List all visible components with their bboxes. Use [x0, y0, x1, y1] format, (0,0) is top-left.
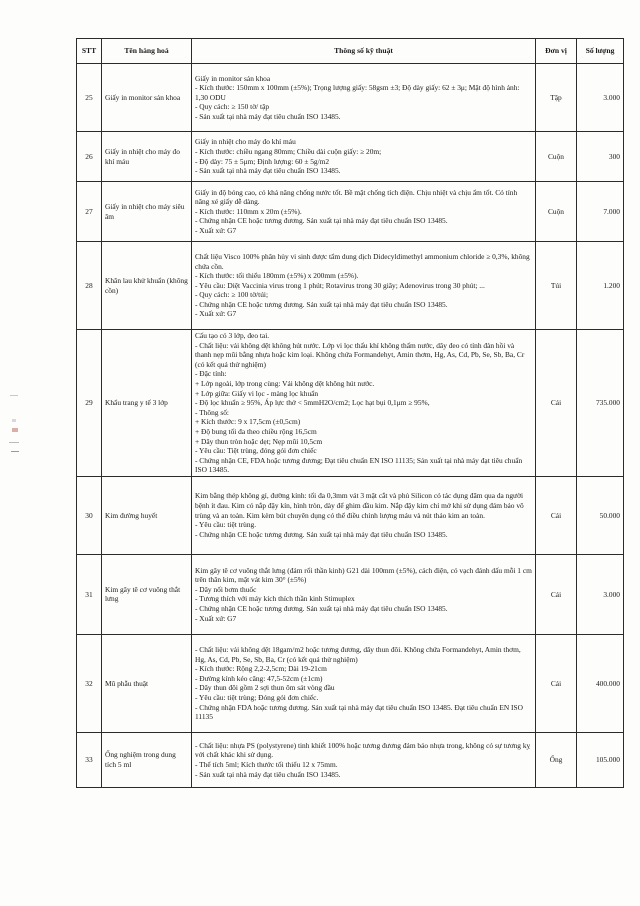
header-stt: STT	[77, 39, 102, 64]
table-header-row	[77, 39, 624, 64]
spec-line: - Thể tích 5ml; Kích thước tối thiểu 12 x 75mm.	[195, 759, 338, 769]
specification-text	[192, 330, 536, 477]
specification-text	[192, 476, 536, 554]
spec-line: - Kích thước: tối thiểu 180mm (±5%) x 200mm (±5%).	[195, 271, 359, 281]
quantity: 300	[577, 132, 624, 182]
row-number: 33	[77, 732, 102, 787]
row-number: 26	[77, 132, 102, 182]
spec-line: - Kích thước: chiều ngang 80mm; Chiều dài cuộn giấy: ≥ 20m;	[195, 146, 382, 156]
spec-line: - Yêu cầu: Diệt Vaccinia virus trong 1 phút; Rotavirus trong 30 giây; Adenovirus trong 30 phút; ...	[195, 280, 485, 290]
unit-of-measure: Tập	[536, 64, 577, 132]
spec-line: - Chứng nhận CE hoặc tương đương. Sản xuất tại nhà máy đạt tiêu chuẩn ISO 13485.	[195, 216, 448, 226]
spec-line: - Xuất xứ: G7	[195, 309, 237, 319]
quantity: 735.000	[577, 330, 624, 477]
quantity: 3.000	[577, 554, 624, 634]
spec-line: + Lớp ngoài, lớp trong cùng: Vải không dệt không hút nước.	[195, 378, 375, 388]
spec-line: - Chất liệu: vải không dệt 18gam/m2 hoặc tương đương, dây thun đôi. Không chứa Formandehyt, Amin thơm, Hg, As, Cd, Pb, Se, Sb, Ba, Cr (có kết quả thử nghiệm)	[195, 645, 521, 664]
spec-line: Giấy in độ bóng cao, có khả năng chống nước tốt. Bề mặt chống tích điện. Chịu nhiệt và chịu ẩm tốt. Có tính năng xé giấy dễ dàng.	[195, 187, 518, 207]
spec-line: - Sản xuất tại nhà máy đạt tiêu chuẩn ISO 13485.	[195, 166, 341, 176]
spec-line: - Thông số:	[195, 407, 229, 417]
table-row	[77, 634, 624, 732]
spec-line: - Độ lọc khuẩn ≥ 95%, Áp lực thở < 5mmH2O/cm2; Lọc hạt bụi 0,1μm ≥ 95%,	[195, 398, 430, 408]
spec-line: Giấy in monitor sản khoa	[195, 73, 271, 83]
spec-line: Kim bằng thép không gỉ, đường kính: tối đa 0,3mm vát 3 mặt cắt và phủ Silicon có tác dụng đâm qua da người bệnh ít đau. Kim có nắp đậy kín, hình tròn, dày để ghim đầu kim. Nắp đậy kim chỉ mở khi sử dụng đảm bảo vô trùng và an toàn. Kim kèm bút chuyên dụng có thể điều chỉnh lượng máu và nút tháo kim an toàn.	[195, 491, 524, 520]
unit-of-measure: Cái	[536, 554, 577, 634]
quantity: 50.000	[577, 476, 624, 554]
spec-line: - Quy cách: ≥ 150 tờ/ tập	[195, 102, 270, 112]
spec-line: - Đặc tính:	[195, 369, 227, 379]
quantity: 1.200	[577, 242, 624, 330]
row-number: 31	[77, 554, 102, 634]
item-name: Kim đường huyết	[102, 476, 192, 554]
spec-line: - Chứng nhận FDA hoặc tương đương. Sản xuất tại nhà máy đạt tiêu chuẩn ISO 13485. Đạt tiêu chuẩn EN ISO 11135	[195, 702, 523, 722]
table-row	[77, 732, 624, 787]
spec-line: - Yêu cầu: Tiệt trùng, đóng gói đơn chiếc	[195, 446, 317, 456]
spec-line: - Chứng nhận CE hoặc tương đương. Sản xuất tại nhà máy đạt tiêu chuẩn ISO 13485.	[195, 604, 448, 613]
row-number: 29	[77, 330, 102, 477]
spec-line: Giấy in nhiệt cho máy đo khí máu	[195, 137, 296, 147]
table-row	[77, 64, 624, 132]
spec-line: + Dây thun tròn hoặc dẹt; Nẹp mũi 10,5cm	[195, 436, 323, 446]
quantity: 3.000	[577, 64, 624, 132]
row-number: 30	[77, 476, 102, 554]
table-row	[77, 132, 624, 182]
spec-line: - Chứng nhận CE hoặc tương đương. Sản xuất tại nhà máy đạt tiêu chuẩn ISO 13485.	[195, 299, 448, 309]
specification-text	[192, 132, 536, 182]
spec-line: - Dây nối bơm thuốc	[195, 584, 257, 594]
spec-line: - Yêu cầu: tiệt trùng; Đóng gói đơn chiếc.	[195, 693, 319, 702]
item-name: Khẩu trang y tế 3 lớp	[102, 330, 192, 477]
item-name: Khăn lau khử khuẩn (không cồn)	[102, 242, 192, 330]
spec-line: + Độ bung tối đa theo chiều rộng 16,5cm	[195, 426, 317, 436]
spec-line: - Yêu cầu: tiệt trùng.	[195, 520, 257, 530]
unit-of-measure: Túi	[536, 242, 577, 330]
spec-line: Cấu tạo có 3 lớp, đeo tai.	[195, 331, 270, 340]
specification-text	[192, 64, 536, 132]
header-quantity: Số lượng	[577, 39, 624, 64]
spec-line: + Lớp giữa: Giấy vi lọc - màng lọc khuẩn	[195, 388, 319, 398]
spec-line: Chất liệu Visco 100% phân hủy vi sinh được tẩm dung dịch Didecyldimethyl ammonium chloride ≥ 0,3%, không chứa cồn.	[195, 251, 530, 271]
header-unit: Đơn vị	[536, 39, 577, 64]
item-name: Kim gây tê cơ vuông thắt lưng	[102, 554, 192, 634]
quantity: 400.000	[577, 634, 624, 732]
table-row	[77, 554, 624, 634]
spec-line: - Độ dày: 75 ± 5μm; Định lượng: 60 ± 5g/m2	[195, 156, 330, 166]
row-number: 25	[77, 64, 102, 132]
spec-line: - Kích thước: 150mm x 100mm (±5%); Trọng lượng giấy: 58gsm ±3; Độ dày giấy: 62 ± 3μ; Mật độ hình ảnh: 1,30 ODU	[195, 83, 520, 102]
specification-text	[192, 242, 536, 330]
spec-line: - Tương thích với máy kích thích thần kinh Stimuplex	[195, 594, 355, 604]
row-number: 32	[77, 634, 102, 732]
specification-table	[76, 38, 624, 788]
spec-line: + Kích thước: 9 x 17,5cm (±0,5cm)	[195, 417, 301, 427]
table-body	[77, 64, 624, 788]
unit-of-measure: Ống	[536, 732, 577, 787]
spec-line: - Chất liệu: nhựa PS (polystyrene) tinh khiết 100% hoặc tương đương đảm bảo nhựa trong, không có sự tương kỵ với chất khác khi sử dụng.	[195, 740, 531, 760]
header-specification: Thông số kỹ thuật	[192, 39, 536, 64]
table-row	[77, 242, 624, 330]
spec-line: - Kích thước: Rộng 2,2-2,5cm; Dài 19-21cm	[195, 664, 327, 674]
spec-line: - Chứng nhận CE hoặc tương đương. Sản xuất tại nhà máy đạt tiêu chuẩn ISO 13485.	[195, 529, 448, 539]
item-name: Ống nghiệm trong dung tích 5 ml	[102, 732, 192, 787]
spec-line: Kim gây tê cơ vuông thắt lưng (đám rối thần kinh) G21 dài 100mm (±5%), cách điện, có vạch đánh dấu mỗi 1 cm trên thân kim, mặt vát kim 30° (±5%)	[195, 565, 532, 585]
table-row	[77, 476, 624, 554]
table-row	[77, 182, 624, 242]
row-number: 28	[77, 242, 102, 330]
unit-of-measure: Cái	[536, 330, 577, 477]
spec-line: - Kích thước: 110mm x 20m (±5%).	[195, 206, 302, 216]
item-name: Mũ phẫu thuật	[102, 634, 192, 732]
quantity: 105.000	[577, 732, 624, 787]
spec-line: - Đường kính kéo căng: 47,5-52cm (±1cm)	[195, 673, 323, 683]
unit-of-measure: Cái	[536, 476, 577, 554]
header-item-name: Tên hàng hoá	[102, 39, 192, 64]
specification-text	[192, 182, 536, 242]
spec-line: - Xuất xứ: G7	[195, 613, 237, 623]
item-name: Giấy in nhiệt cho máy siêu âm	[102, 182, 192, 242]
unit-of-measure: Cuộn	[536, 132, 577, 182]
margin-scan-marks	[6, 395, 24, 485]
quantity: 7.000	[577, 182, 624, 242]
spec-line: - Xuất xứ: G7	[195, 225, 237, 235]
spec-line: - Dây thun đôi gồm 2 sợi thun ôm sát vòng đầu	[195, 683, 335, 693]
spec-line: - Chất liệu: vải không dệt không hút nước. Lớp vi lọc thấu khí không thấm nước, dây đeo có tính đàn hồi và thanh nẹp mũi bằng nhựa hoặc kim loại. Không chứa Formandehyt, Amin thơm, Hg, As, Cd, Pb, Se, Sb, Ba, Cr (có kết quả thử nghiệm)	[195, 340, 525, 369]
row-number: 27	[77, 182, 102, 242]
table-row	[77, 330, 624, 477]
unit-of-measure: Cái	[536, 634, 577, 732]
item-name: Giấy in monitor sản khoa	[102, 64, 192, 132]
specification-text	[192, 732, 536, 787]
specification-text	[192, 634, 536, 732]
spec-line: - Chứng nhận CE, FDA hoặc tương đương; Đạt tiêu chuẩn EN ISO 11135; Sản xuất tại nhà máy đạt tiêu chuẩn ISO 13485.	[195, 455, 523, 475]
spec-line: - Sản xuất tại nhà máy đạt tiêu chuẩn ISO 13485.	[195, 769, 341, 779]
item-name: Giấy in nhiệt cho máy đo khí máu	[102, 132, 192, 182]
unit-of-measure: Cuộn	[536, 182, 577, 242]
specification-text	[192, 554, 536, 634]
spec-line: - Quy cách: ≥ 100 tờ/túi;	[195, 290, 269, 300]
spec-line: - Sản xuất tại nhà máy đạt tiêu chuẩn ISO 13485.	[195, 111, 341, 121]
